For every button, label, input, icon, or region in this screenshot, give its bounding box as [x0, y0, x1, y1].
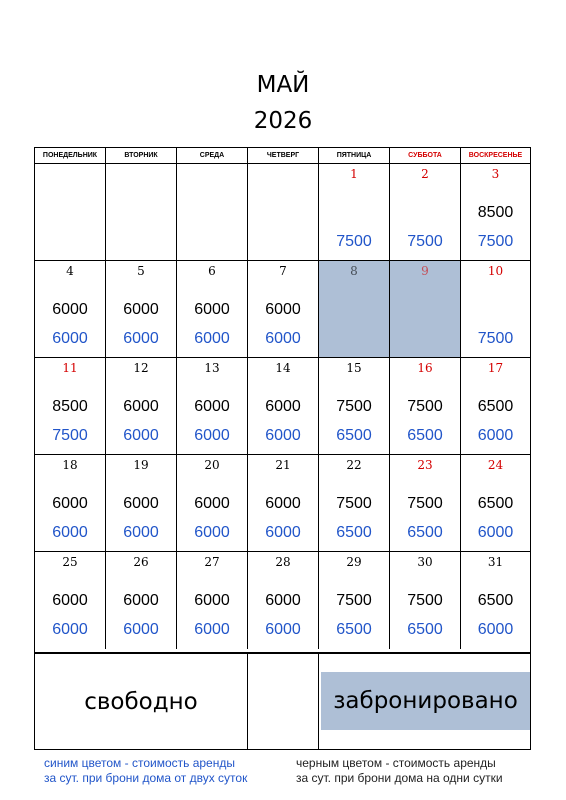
day-cell[interactable] — [177, 261, 248, 358]
price-two-days: 6000 — [52, 330, 88, 347]
price-one-day: 6000 — [52, 301, 88, 318]
day-cell[interactable] — [461, 164, 530, 261]
legend-free-label: свободно — [35, 654, 248, 749]
price-two-days: 6000 — [477, 427, 514, 444]
price-one-day: 6000 — [52, 592, 88, 609]
day-number: 30 — [417, 555, 433, 569]
day-number: 2 — [421, 167, 429, 181]
price-two-days: 7500 — [407, 233, 443, 250]
price-one-day: 7500 — [336, 398, 372, 415]
price-two-days: 6000 — [194, 524, 230, 541]
day-cell[interactable] — [390, 261, 461, 358]
day-cell[interactable] — [390, 455, 461, 552]
day-cell[interactable] — [35, 358, 106, 455]
price-two-days: 6000 — [123, 621, 159, 638]
day-cell[interactable] — [35, 552, 106, 649]
day-cell[interactable] — [248, 261, 319, 358]
day-cell[interactable] — [35, 261, 106, 358]
price-one-day: 6500 — [477, 398, 514, 415]
price-one-day: 6000 — [265, 301, 301, 318]
price-two-days: 7500 — [477, 233, 514, 250]
day-number: 26 — [133, 555, 149, 569]
price-one-day: 6000 — [194, 301, 230, 318]
day-number: 29 — [346, 555, 362, 569]
day-cell[interactable] — [177, 358, 248, 455]
price-one-day: 6500 — [477, 592, 514, 609]
day-number: 25 — [62, 555, 78, 569]
day-number: 3 — [491, 167, 500, 181]
day-cell[interactable] — [390, 552, 461, 649]
day-number: 9 — [421, 264, 429, 278]
day-cell[interactable] — [390, 164, 461, 261]
day-number: 11 — [62, 361, 78, 375]
note-black-line: за сут. при брони дома на одни сутки — [296, 771, 503, 785]
day-number: 28 — [275, 555, 291, 569]
day-cell[interactable] — [106, 358, 177, 455]
price-two-days: 7500 — [52, 427, 88, 444]
weekday-header: ВТОРНИК — [106, 148, 177, 164]
legend-booked-label: забронировано — [321, 672, 530, 730]
day-number: 6 — [208, 264, 216, 278]
price-one-day: 6000 — [265, 592, 301, 609]
empty-day-cell — [106, 164, 177, 261]
day-cell[interactable] — [106, 552, 177, 649]
price-one-day: 6000 — [265, 495, 301, 512]
price-two-days: 6500 — [407, 427, 443, 444]
note-black-line: черным цветом - стоимость аренды — [296, 756, 496, 770]
day-cell[interactable] — [319, 164, 390, 261]
price-two-days: 6000 — [194, 427, 230, 444]
day-number: 19 — [133, 458, 149, 472]
price-one-day: 7500 — [407, 495, 443, 512]
price-one-day: 6000 — [52, 495, 88, 512]
day-cell[interactable] — [248, 358, 319, 455]
day-cell[interactable] — [461, 552, 530, 649]
price-two-days: 6000 — [265, 621, 301, 638]
price-one-day: 6500 — [477, 495, 514, 512]
price-two-days: 6000 — [194, 621, 230, 638]
note-blue-line: за сут. при брони дома от двух суток — [44, 771, 248, 785]
day-cell[interactable] — [319, 552, 390, 649]
price-two-days: 6000 — [265, 427, 301, 444]
day-number: 20 — [204, 458, 220, 472]
day-cell[interactable] — [461, 358, 530, 455]
calendar-grid — [34, 147, 531, 653]
day-cell[interactable] — [248, 455, 319, 552]
day-number: 17 — [487, 361, 504, 375]
day-number: 31 — [487, 555, 504, 569]
price-one-day: 6000 — [194, 592, 230, 609]
day-number: 13 — [204, 361, 220, 375]
day-cell[interactable] — [461, 261, 530, 358]
day-number: 27 — [204, 555, 220, 569]
day-number: 12 — [133, 361, 149, 375]
day-number: 4 — [66, 264, 74, 278]
weekday-header: ПЯТНИЦА — [319, 148, 390, 164]
price-two-days: 6500 — [336, 524, 372, 541]
weekday-header: ВОСКРЕСЕНЬЕ — [461, 148, 530, 164]
day-cell[interactable] — [106, 261, 177, 358]
day-number: 1 — [350, 167, 358, 181]
price-two-days: 6000 — [52, 524, 88, 541]
price-two-days: 6000 — [194, 330, 230, 347]
weekday-header: СУББОТА — [390, 148, 461, 164]
price-two-days: 6000 — [123, 427, 159, 444]
day-cell[interactable] — [177, 455, 248, 552]
day-number: 16 — [417, 361, 433, 375]
day-cell[interactable] — [390, 358, 461, 455]
legend — [34, 653, 531, 750]
price-two-days: 6000 — [477, 621, 514, 638]
day-number: 8 — [350, 264, 358, 278]
weekday-header: ЧЕТВЕРГ — [248, 148, 319, 164]
price-two-days: 6000 — [477, 524, 514, 541]
weekday-header: ПОНЕДЕЛЬНИК — [35, 148, 106, 164]
price-two-days: 6500 — [336, 427, 372, 444]
price-two-days: 6000 — [123, 524, 159, 541]
month-title: МАЙ — [256, 72, 310, 98]
day-number: 24 — [487, 458, 504, 472]
day-number: 5 — [137, 264, 145, 278]
price-one-day: 6000 — [123, 398, 159, 415]
day-cell[interactable] — [248, 552, 319, 649]
weekday-header: СРЕДА — [177, 148, 248, 164]
day-number: 15 — [346, 361, 362, 375]
note-blue-line: синим цветом - стоимость аренды — [44, 756, 235, 770]
day-cell[interactable] — [319, 261, 390, 358]
price-one-day: 7500 — [336, 495, 372, 512]
note-blue-prices — [44, 756, 247, 786]
day-cell[interactable] — [106, 455, 177, 552]
legend-spacer — [248, 654, 319, 749]
day-number: 21 — [275, 458, 291, 472]
price-two-days: 6000 — [52, 621, 88, 638]
price-one-day: 8500 — [52, 398, 88, 415]
price-two-days: 6500 — [407, 621, 443, 638]
day-cell[interactable] — [319, 455, 390, 552]
day-cell[interactable] — [319, 358, 390, 455]
year-title: 2026 — [253, 108, 313, 134]
day-number: 22 — [346, 458, 362, 472]
price-two-days: 7500 — [336, 233, 372, 250]
day-cell[interactable] — [35, 455, 106, 552]
price-two-days: 6000 — [123, 330, 159, 347]
price-one-day: 6000 — [265, 398, 301, 415]
price-one-day: 6000 — [123, 495, 159, 512]
price-one-day: 7500 — [407, 592, 443, 609]
day-cell[interactable] — [461, 455, 530, 552]
day-number: 14 — [275, 361, 291, 375]
price-one-day: 6000 — [123, 301, 159, 318]
empty-day-cell — [35, 164, 106, 261]
day-number: 7 — [279, 264, 287, 278]
price-two-days: 6500 — [336, 621, 372, 638]
empty-day-cell — [248, 164, 319, 261]
price-one-day: 8500 — [477, 204, 514, 221]
price-one-day: 6000 — [194, 398, 230, 415]
price-two-days: 6000 — [265, 330, 301, 347]
price-two-days: 6000 — [265, 524, 301, 541]
price-one-day: 6000 — [194, 495, 230, 512]
day-number: 23 — [417, 458, 433, 472]
empty-day-cell — [177, 164, 248, 261]
day-cell[interactable] — [177, 552, 248, 649]
note-black-prices — [296, 756, 503, 786]
price-one-day: 7500 — [407, 398, 443, 415]
price-one-day: 6000 — [123, 592, 159, 609]
price-one-day: 7500 — [336, 592, 372, 609]
price-two-days: 7500 — [477, 330, 514, 347]
price-two-days: 6500 — [407, 524, 443, 541]
day-number: 10 — [487, 264, 504, 278]
day-number: 18 — [62, 458, 78, 472]
